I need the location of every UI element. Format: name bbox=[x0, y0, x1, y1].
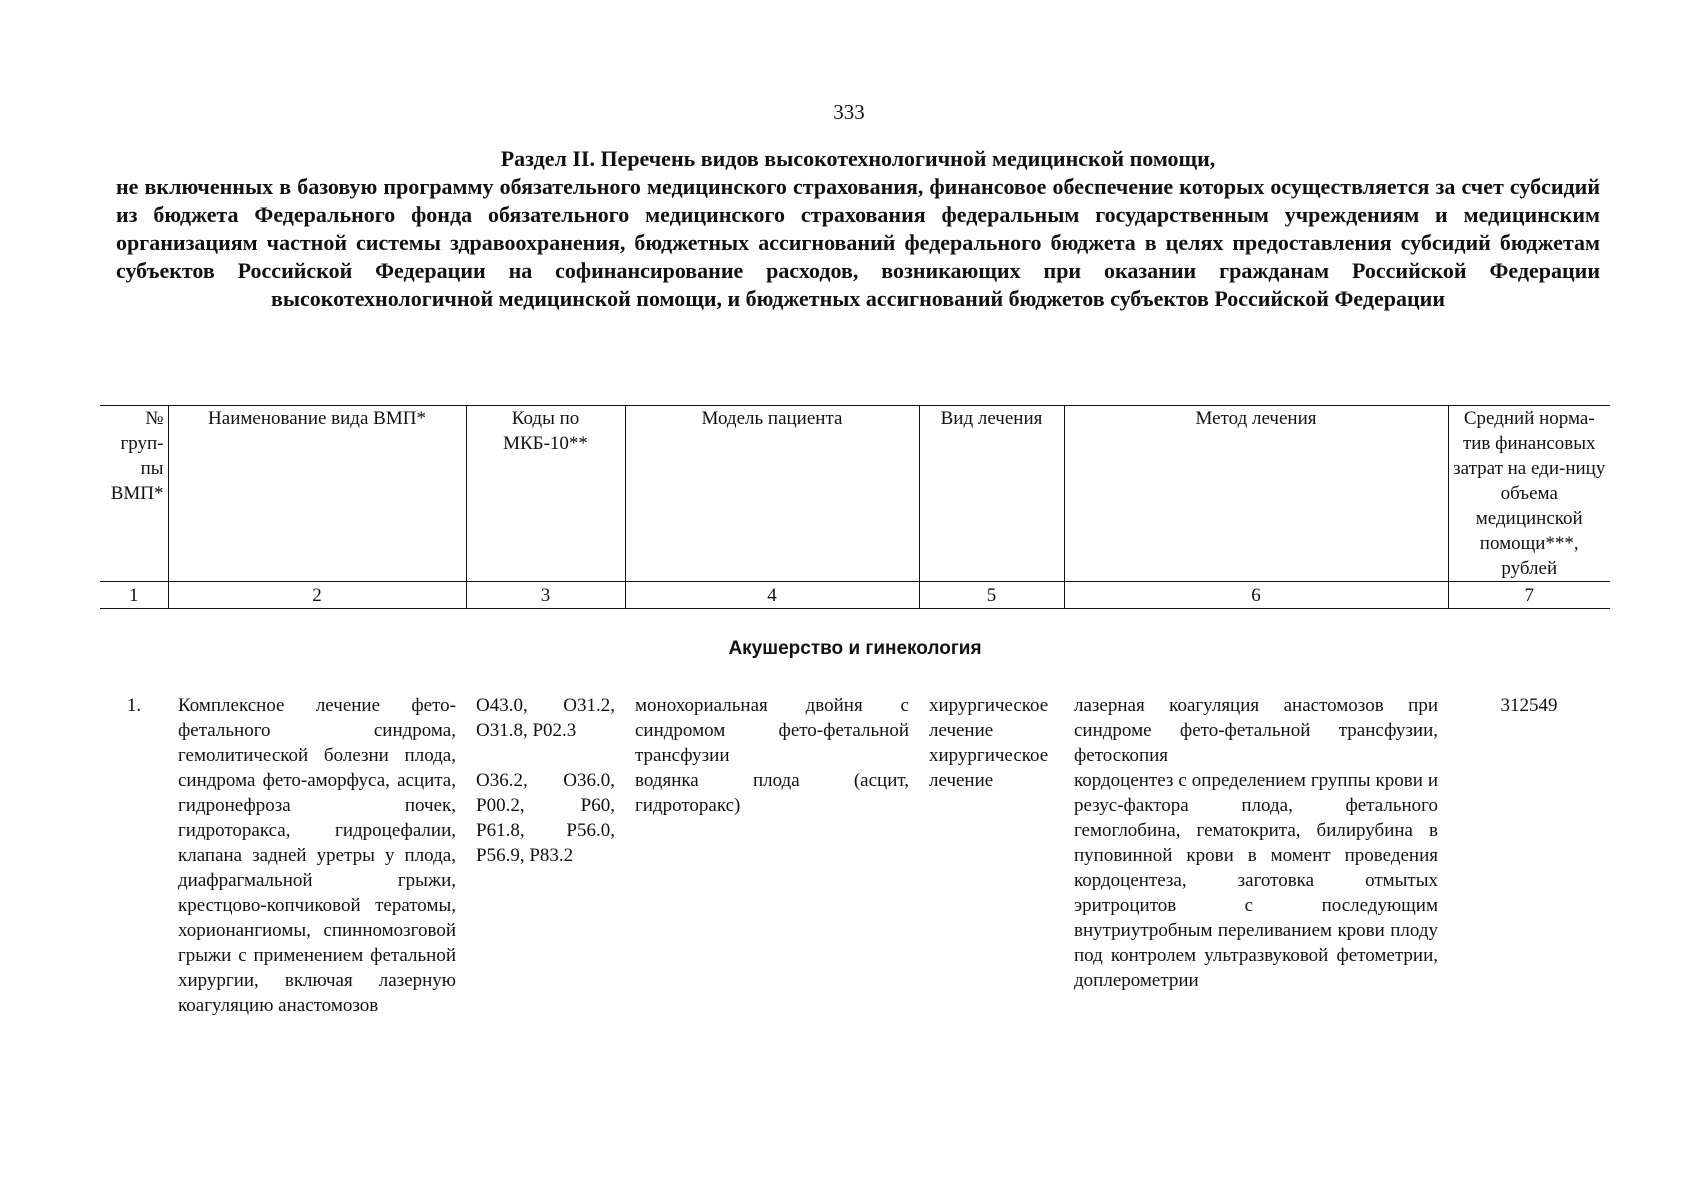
section-heading: Акушерство и гинекология bbox=[728, 637, 982, 659]
icd-codes-cell bbox=[466, 687, 625, 1018]
header-group-number: № груп-пы ВМП* bbox=[100, 406, 168, 582]
icd-codes-group-2: O36.2, O36.0, P00.2, P60, P61.8, P56.0, P56.9, P83.2 bbox=[476, 770, 615, 866]
header-patient-model: Модель пациента bbox=[625, 406, 919, 582]
column-number: 1 bbox=[100, 582, 168, 609]
patient-model-2: водянка плода (асцит, гидроторакс) bbox=[635, 770, 909, 816]
treatment-type-2: хирургическое лечение bbox=[929, 745, 1049, 791]
section-title-body: не включенных в базовую программу обязательного медицинского страхования, финансовое обеспечение которых осуществляется за счет субсидий из бюджета Федерального фонда обязательного медицинского страхования федеральным государственным учреждениям и медицинским организациям частной системы здравоохранения, бюджетных ассигнований федерального бюджета в целях предоставления субсидий бюджетам субъектов Российской Федерации на софинансирование расходов, возникающих при оказании гражданам Российской Федерации высокотехнологичной медицинской помощи, и бюджетных ассигнований бюджетов субъектов Российской Федерации bbox=[116, 174, 1600, 311]
header-icd-codes: Коды по МКБ-10** bbox=[466, 406, 625, 582]
codes-spacer bbox=[476, 743, 615, 768]
group-number-cell: 1. bbox=[126, 695, 142, 716]
page-number: 333 bbox=[833, 100, 865, 124]
column-number: 5 bbox=[919, 582, 1064, 609]
vmp-name-cell: Комплексное лечение фето-фетального синдрома, гемолитической болезни плода, синдрома фето-аморфуса, асцита, гидронефроза почек, гидроторакса, гидроцефалии, клапана задней уретры у плода, диафрагмальной грыжи, крестцово-копчиковой тератомы, хорионангиомы, спинномозговой грыжи с применением фетальной хирургии, включая лазерную коагуляцию анастомозов bbox=[178, 695, 456, 1016]
header-treatment-type: Вид лечения bbox=[919, 406, 1064, 582]
treatment-method-cell bbox=[1064, 687, 1448, 1018]
column-number: 2 bbox=[168, 582, 466, 609]
treatment-type-1: хирургическое лечение bbox=[929, 695, 1049, 741]
column-number: 3 bbox=[466, 582, 625, 609]
header-treatment-method: Метод лечения bbox=[1064, 406, 1448, 582]
column-number: 4 bbox=[625, 582, 919, 609]
column-number-row bbox=[100, 582, 1610, 609]
header-vmp-name: Наименование вида ВМП* bbox=[168, 406, 466, 582]
column-number: 6 bbox=[1064, 582, 1448, 609]
vmp-table bbox=[100, 405, 1610, 1018]
patient-model-1: монохориальная двойня с синдромом фето-фетальной трансфузии bbox=[635, 695, 909, 766]
patient-model-cell bbox=[625, 687, 919, 1018]
header-row bbox=[100, 406, 1610, 582]
column-number: 7 bbox=[1448, 582, 1610, 609]
icd-codes-group-1: O43.0, O31.2, O31.8, P02.3 bbox=[476, 695, 615, 741]
table-row bbox=[100, 687, 1610, 1018]
treatment-type-cell bbox=[919, 687, 1064, 1018]
section-title-line1: Раздел II. Перечень видов высокотехнологичной медицинской помощи, bbox=[500, 146, 1216, 171]
treatment-method-1: лазерная коагуляция анастомозов при синдроме фето-фетальной трансфузии, фетоскопия bbox=[1074, 695, 1438, 766]
section-title bbox=[116, 145, 1600, 313]
section-heading-row bbox=[100, 609, 1610, 688]
treatment-method-2: кордоцентез с определением группы крови и резус-фактора плода, фетального гемоглобина, гематокрита, билирубина в пуповинной крови в момент проведения кордоцентеза, заготовка отмытых эритроцитов с последующим внутриутробным переливанием крови плоду под контролем ультразвуковой фетометрии, доплерометрии bbox=[1074, 770, 1438, 991]
header-cost: Средний норма-тив финансовых затрат на еди-ницу объема медицинской помощи***, рублей bbox=[1448, 406, 1610, 582]
cost-cell: 312549 bbox=[1500, 695, 1558, 716]
